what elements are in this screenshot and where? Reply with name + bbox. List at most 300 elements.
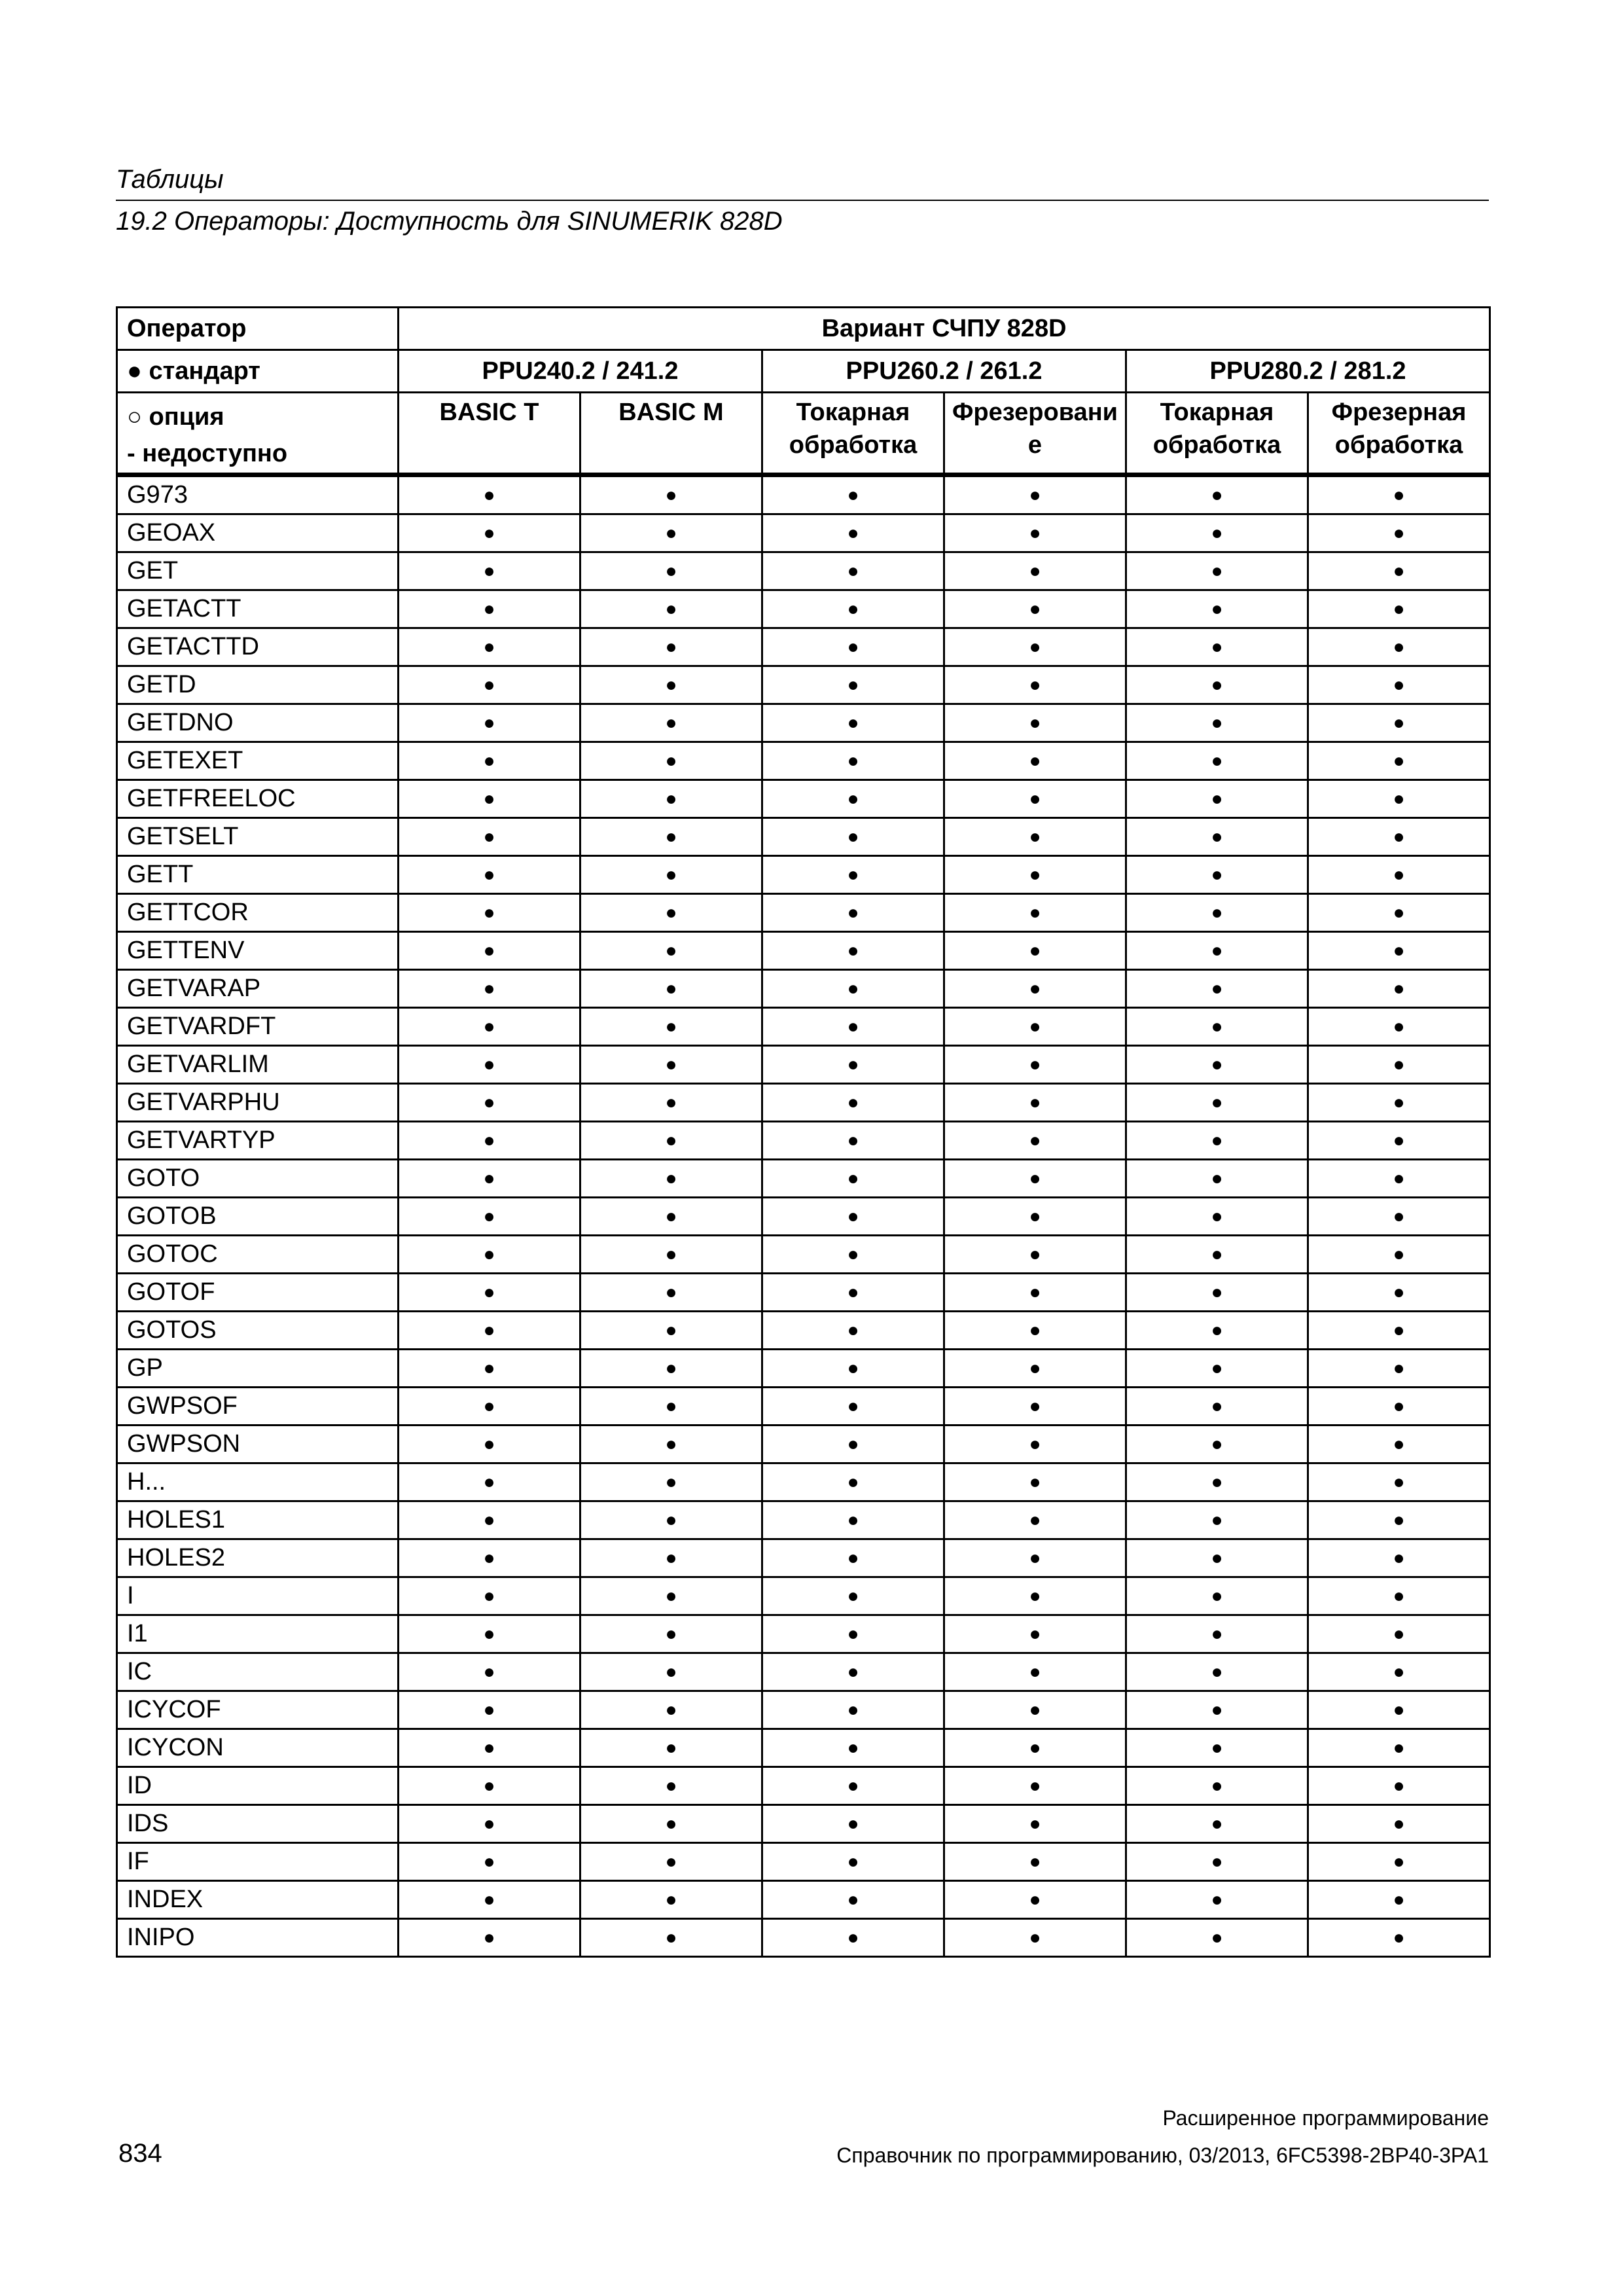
availability-mark-cell: ● [762,1615,944,1653]
availability-mark-cell: ● [944,1236,1126,1274]
legend-unavailable: - недоступно [127,440,288,467]
availability-mark-cell: ● [1126,818,1308,856]
availability-mark-cell: ● [944,1729,1126,1767]
availability-mark-cell: ● [1308,628,1490,666]
operator-name-cell: ICYCOF [117,1691,399,1729]
availability-mark-cell: ● [1308,1539,1490,1577]
availability-mark-cell: ● [1126,1463,1308,1501]
availability-mark-cell: ● [1308,552,1490,590]
availability-mark-cell: ● [580,970,762,1008]
availability-mark-cell: ● [944,1843,1126,1881]
availability-mark-cell: ● [762,1160,944,1198]
availability-mark-cell: ● [399,666,580,704]
availability-mark-cell: ● [1308,1463,1490,1501]
availability-mark-cell: ● [944,1767,1126,1805]
availability-mark-cell: ● [399,1046,580,1084]
availability-mark-cell: ● [944,818,1126,856]
availability-mark-cell: ● [399,1388,580,1426]
availability-mark-cell: ● [762,1691,944,1729]
availability-mark-cell: ● [944,970,1126,1008]
availability-mark-cell: ● [1308,1426,1490,1463]
availability-mark-cell: ● [580,1274,762,1312]
operator-name-cell: HOLES2 [117,1539,399,1577]
table-row [117,1198,1490,1236]
availability-mark-cell: ● [399,1236,580,1274]
operator-name-cell: GOTOS [117,1312,399,1350]
table-row [117,1274,1490,1312]
availability-mark-cell: ● [1126,1274,1308,1312]
availability-mark-cell: ● [1308,1388,1490,1426]
table-row [117,780,1490,818]
availability-mark-cell: ● [399,1350,580,1388]
availability-mark-cell: ● [1308,475,1490,514]
operator-name-cell: GETVARLIM [117,1046,399,1084]
availability-mark-cell: ● [944,1881,1126,1919]
availability-mark-cell: ● [944,1008,1126,1046]
availability-mark-cell: ● [1308,1805,1490,1843]
table-row [117,1881,1490,1919]
availability-mark-cell: ● [580,1122,762,1160]
table-row [117,1236,1490,1274]
availability-mark-cell: ● [399,856,580,894]
availability-mark-cell: ● [944,514,1126,552]
table-row [117,1463,1490,1501]
subcolumn-label: Фрезеровани [952,399,1118,426]
availability-mark-cell: ● [944,1084,1126,1122]
availability-mark-cell: ● [399,1919,580,1957]
subcolumn-label: Токарная [1160,399,1274,426]
group-header-ppu280: PPU280.2 / 281.2 [1126,350,1490,393]
operator-name-cell: GETD [117,666,399,704]
operator-name-cell: GETVARPHU [117,1084,399,1122]
availability-mark-cell: ● [762,780,944,818]
availability-mark-cell: ● [399,1084,580,1122]
table-row [117,1843,1490,1881]
availability-mark-cell: ● [580,1729,762,1767]
availability-mark-cell: ● [762,1881,944,1919]
availability-mark-cell: ● [580,1501,762,1539]
availability-mark-cell: ● [944,1501,1126,1539]
availability-mark-cell: ● [1126,932,1308,970]
subcolumn-label: обработка [1152,431,1281,459]
availability-mark-cell: ● [1308,894,1490,932]
operator-name-cell: GWPSON [117,1426,399,1463]
availability-mark-cell: ● [580,1312,762,1350]
subcolumn-milling-280 [1308,393,1490,475]
availability-mark-cell: ● [762,666,944,704]
availability-mark-cell: ● [762,1236,944,1274]
availability-mark-cell: ● [762,1653,944,1691]
availability-mark-cell: ● [762,1388,944,1426]
availability-mark-cell: ● [580,894,762,932]
availability-mark-cell: ● [1126,970,1308,1008]
availability-mark-cell: ● [762,1843,944,1881]
availability-mark-cell: ● [1308,970,1490,1008]
availability-mark-cell: ● [1126,1160,1308,1198]
availability-mark-cell: ● [944,1463,1126,1501]
availability-mark-cell: ● [762,856,944,894]
operator-name-cell: GETEXET [117,742,399,780]
availability-mark-cell: ● [580,1881,762,1919]
availability-mark-cell: ● [580,1805,762,1843]
availability-mark-cell: ● [762,1312,944,1350]
availability-mark-cell: ● [944,1805,1126,1843]
availability-mark-cell: ● [399,1539,580,1577]
operator-name-cell: GETT [117,856,399,894]
availability-mark-cell: ● [944,1274,1126,1312]
table-row [117,1312,1490,1350]
operator-name-cell: I1 [117,1615,399,1653]
availability-mark-cell: ● [399,552,580,590]
availability-mark-cell: ● [762,1198,944,1236]
subcolumn-label: обработка [1334,431,1463,459]
operator-name-cell: GETACTT [117,590,399,628]
availability-mark-cell: ● [944,475,1126,514]
availability-mark-cell: ● [1308,742,1490,780]
availability-mark-cell: ● [944,1160,1126,1198]
table-row [117,1160,1490,1198]
operator-name-cell: GEOAX [117,514,399,552]
availability-mark-cell: ● [399,1805,580,1843]
availability-mark-cell: ● [580,704,762,742]
availability-mark-cell: ● [1126,1426,1308,1463]
operator-column-header: Оператор [117,308,399,350]
availability-mark-cell: ● [762,1463,944,1501]
table-row [117,856,1490,894]
table-row [117,1122,1490,1160]
availability-mark-cell: ● [1126,666,1308,704]
availability-mark-cell: ● [1308,704,1490,742]
availability-mark-cell: ● [944,742,1126,780]
table-row [117,818,1490,856]
table-row [117,1350,1490,1388]
availability-mark-cell: ● [944,1653,1126,1691]
availability-mark-cell: ● [1126,1653,1308,1691]
availability-mark-cell: ● [580,1236,762,1274]
table-row [117,475,1490,514]
availability-mark-cell: ● [762,1805,944,1843]
availability-mark-cell: ● [762,1767,944,1805]
availability-mark-cell: ● [399,475,580,514]
availability-mark-cell: ● [1126,1767,1308,1805]
operator-name-cell: GET [117,552,399,590]
availability-mark-cell: ● [1126,1122,1308,1160]
operator-name-cell: GETVARDFT [117,1008,399,1046]
availability-mark-cell: ● [762,514,944,552]
availability-mark-cell: ● [944,1312,1126,1350]
availability-mark-cell: ● [762,475,944,514]
availability-mark-cell: ● [1126,856,1308,894]
availability-mark-cell: ● [580,1577,762,1615]
availability-mark-cell: ● [580,818,762,856]
table-row [117,590,1490,628]
operator-name-cell: IC [117,1653,399,1691]
availability-mark-cell: ● [1308,1615,1490,1653]
variant-header: Вариант СЧПУ 828D [399,308,1490,350]
operator-name-cell: GOTOB [117,1198,399,1236]
subcolumn-basic-m [580,393,762,475]
availability-mark-cell: ● [944,856,1126,894]
availability-mark-cell: ● [1308,1501,1490,1539]
subcolumn-label: BASIC T [439,399,539,426]
table-row [117,1615,1490,1653]
availability-mark-cell: ● [1308,1198,1490,1236]
availability-mark-cell: ● [944,552,1126,590]
availability-mark-cell: ● [944,666,1126,704]
operator-name-cell: GETTCOR [117,894,399,932]
availability-mark-cell: ● [944,1691,1126,1729]
availability-mark-cell: ● [399,932,580,970]
availability-mark-cell: ● [580,1463,762,1501]
operator-name-cell: GETSELT [117,818,399,856]
table-row [117,666,1490,704]
availability-mark-cell: ● [1308,1046,1490,1084]
availability-mark-cell: ● [944,590,1126,628]
availability-mark-cell: ● [944,1615,1126,1653]
availability-mark-cell: ● [762,742,944,780]
availability-mark-cell: ● [580,552,762,590]
availability-mark-cell: ● [1126,1615,1308,1653]
availability-mark-cell: ● [1126,475,1308,514]
availability-mark-cell: ● [1126,1236,1308,1274]
availability-mark-cell: ● [1308,932,1490,970]
legend-cell [117,393,399,475]
table-row [117,932,1490,970]
availability-mark-cell: ● [580,1046,762,1084]
availability-mark-cell: ● [580,932,762,970]
availability-mark-cell: ● [399,590,580,628]
availability-mark-cell: ● [944,1350,1126,1388]
table-row [117,514,1490,552]
availability-mark-cell: ● [762,1122,944,1160]
availability-mark-cell: ● [1308,1843,1490,1881]
availability-mark-cell: ● [944,628,1126,666]
availability-mark-cell: ● [1126,1198,1308,1236]
subcolumn-label: BASIC M [618,399,724,426]
legend-standard: ● стандарт [117,350,399,393]
availability-mark-cell: ● [762,1046,944,1084]
table-row [117,1388,1490,1426]
availability-mark-cell: ● [762,1501,944,1539]
availability-mark-cell: ● [399,1729,580,1767]
availability-mark-cell: ● [399,1463,580,1501]
availability-mark-cell: ● [399,514,580,552]
availability-mark-cell: ● [944,1577,1126,1615]
availability-mark-cell: ● [1126,1008,1308,1046]
subcolumn-turning-280 [1126,393,1308,475]
availability-mark-cell: ● [1308,1160,1490,1198]
availability-mark-cell: ● [1126,1046,1308,1084]
availability-mark-cell: ● [762,1274,944,1312]
availability-mark-cell: ● [399,1615,580,1653]
availability-mark-cell: ● [580,475,762,514]
table-row [117,970,1490,1008]
table-row [117,1767,1490,1805]
availability-mark-cell: ● [1308,1008,1490,1046]
availability-mark-cell: ● [762,818,944,856]
availability-mark-cell: ● [1308,1691,1490,1729]
availability-mark-cell: ● [399,894,580,932]
availability-mark-cell: ● [1126,1729,1308,1767]
availability-mark-cell: ● [1308,1122,1490,1160]
operator-name-cell: INDEX [117,1881,399,1919]
page-number: 834 [118,2139,162,2168]
availability-mark-cell: ● [580,1653,762,1691]
availability-mark-cell: ● [580,628,762,666]
table-row [117,1426,1490,1463]
availability-mark-cell: ● [1126,780,1308,818]
availability-mark-cell: ● [399,742,580,780]
subcolumn-label: е [1027,431,1043,459]
operator-name-cell: INIPO [117,1919,399,1957]
subcolumn-label: Токарная [796,399,910,426]
availability-mark-cell: ● [399,1312,580,1350]
availability-mark-cell: ● [580,1350,762,1388]
availability-mark-cell: ● [762,894,944,932]
group-header-ppu260: PPU260.2 / 261.2 [762,350,1126,393]
availability-mark-cell: ● [1126,1881,1308,1919]
availability-mark-cell: ● [944,1198,1126,1236]
table-body [117,475,1490,1957]
operator-name-cell: ICYCON [117,1729,399,1767]
group-header-ppu240: PPU240.2 / 241.2 [399,350,762,393]
table-row [117,1919,1490,1957]
availability-mark-cell: ● [580,1084,762,1122]
operator-name-cell: GETVARTYP [117,1122,399,1160]
availability-mark-cell: ● [944,894,1126,932]
availability-mark-cell: ● [762,932,944,970]
availability-mark-cell: ● [580,1198,762,1236]
footer-book-title: Расширенное программирование [1162,2106,1489,2130]
availability-mark-cell: ● [1308,1767,1490,1805]
table-row [117,1046,1490,1084]
availability-mark-cell: ● [399,1577,580,1615]
availability-mark-cell: ● [580,1615,762,1653]
availability-mark-cell: ● [580,780,762,818]
subcolumn-milling-260 [944,393,1126,475]
availability-mark-cell: ● [1308,1653,1490,1691]
availability-mark-cell: ● [1308,514,1490,552]
availability-mark-cell: ● [1308,856,1490,894]
table-row [117,1729,1490,1767]
availability-mark-cell: ● [1126,1577,1308,1615]
header-divider [116,200,1489,201]
availability-mark-cell: ● [762,1350,944,1388]
availability-mark-cell: ● [762,1577,944,1615]
operator-name-cell: ID [117,1767,399,1805]
availability-mark-cell: ● [762,590,944,628]
availability-mark-cell: ● [399,818,580,856]
availability-mark-cell: ● [580,1919,762,1957]
availability-mark-cell: ● [944,1426,1126,1463]
subcolumn-label: Фрезерная [1331,399,1467,426]
availability-mark-cell: ● [1126,704,1308,742]
availability-mark-cell: ● [1126,1691,1308,1729]
availability-mark-cell: ● [762,628,944,666]
availability-mark-cell: ● [1308,1350,1490,1388]
operator-name-cell: GETTENV [117,932,399,970]
availability-mark-cell: ● [1126,1312,1308,1350]
availability-mark-cell: ● [762,970,944,1008]
availability-mark-cell: ● [580,1426,762,1463]
operator-name-cell: GETFREELOC [117,780,399,818]
footer-manual-reference: Справочник по программированию, 03/2013, 6FC5398-2BP40-3PA1 [836,2144,1489,2167]
availability-mark-cell: ● [1126,514,1308,552]
operator-name-cell: I [117,1577,399,1615]
subcolumn-turning-260 [762,393,944,475]
availability-mark-cell: ● [580,1160,762,1198]
table-row [117,552,1490,590]
operator-name-cell: GOTOF [117,1274,399,1312]
availability-mark-cell: ● [1126,1919,1308,1957]
availability-mark-cell: ● [762,1008,944,1046]
availability-mark-cell: ● [1308,1881,1490,1919]
availability-mark-cell: ● [1126,1084,1308,1122]
availability-mark-cell: ● [1126,552,1308,590]
table-row [117,1805,1490,1843]
table-row [117,1653,1490,1691]
availability-mark-cell: ● [762,704,944,742]
availability-mark-cell: ● [762,1919,944,1957]
availability-mark-cell: ● [580,514,762,552]
subsection-title: 19.2 Операторы: Доступность для SINUMERIK 828D [116,207,783,236]
availability-mark-cell: ● [1126,894,1308,932]
availability-mark-cell: ● [1308,1577,1490,1615]
availability-mark-cell: ● [580,1767,762,1805]
availability-mark-cell: ● [580,1388,762,1426]
availability-mark-cell: ● [1126,1843,1308,1881]
availability-mark-cell: ● [944,780,1126,818]
availability-mark-cell: ● [1308,1312,1490,1350]
availability-mark-cell: ● [944,932,1126,970]
operator-name-cell: GETDNO [117,704,399,742]
availability-mark-cell: ● [399,1160,580,1198]
availability-mark-cell: ● [399,1881,580,1919]
availability-mark-cell: ● [580,1843,762,1881]
availability-mark-cell: ● [1126,742,1308,780]
availability-mark-cell: ● [944,1388,1126,1426]
availability-mark-cell: ● [1308,1236,1490,1274]
table-row [117,1691,1490,1729]
availability-mark-cell: ● [399,1198,580,1236]
availability-mark-cell: ● [580,856,762,894]
table-row [117,1577,1490,1615]
availability-table [116,306,1491,1958]
availability-mark-cell: ● [399,1501,580,1539]
availability-mark-cell: ● [399,704,580,742]
availability-mark-cell: ● [399,970,580,1008]
availability-mark-cell: ● [944,704,1126,742]
availability-mark-cell: ● [580,1691,762,1729]
availability-mark-cell: ● [1308,590,1490,628]
availability-mark-cell: ● [1308,1274,1490,1312]
subcolumn-basic-t [399,393,580,475]
availability-mark-cell: ● [580,1539,762,1577]
table-row [117,1539,1490,1577]
availability-mark-cell: ● [1126,1539,1308,1577]
availability-mark-cell: ● [944,1919,1126,1957]
availability-mark-cell: ● [762,1084,944,1122]
operator-name-cell: H... [117,1463,399,1501]
operator-name-cell: IF [117,1843,399,1881]
availability-mark-cell: ● [399,628,580,666]
availability-mark-cell: ● [762,1426,944,1463]
table-row [117,704,1490,742]
availability-mark-cell: ● [580,742,762,780]
availability-mark-cell: ● [399,1691,580,1729]
availability-mark-cell: ● [1126,628,1308,666]
availability-mark-cell: ● [1308,1919,1490,1957]
